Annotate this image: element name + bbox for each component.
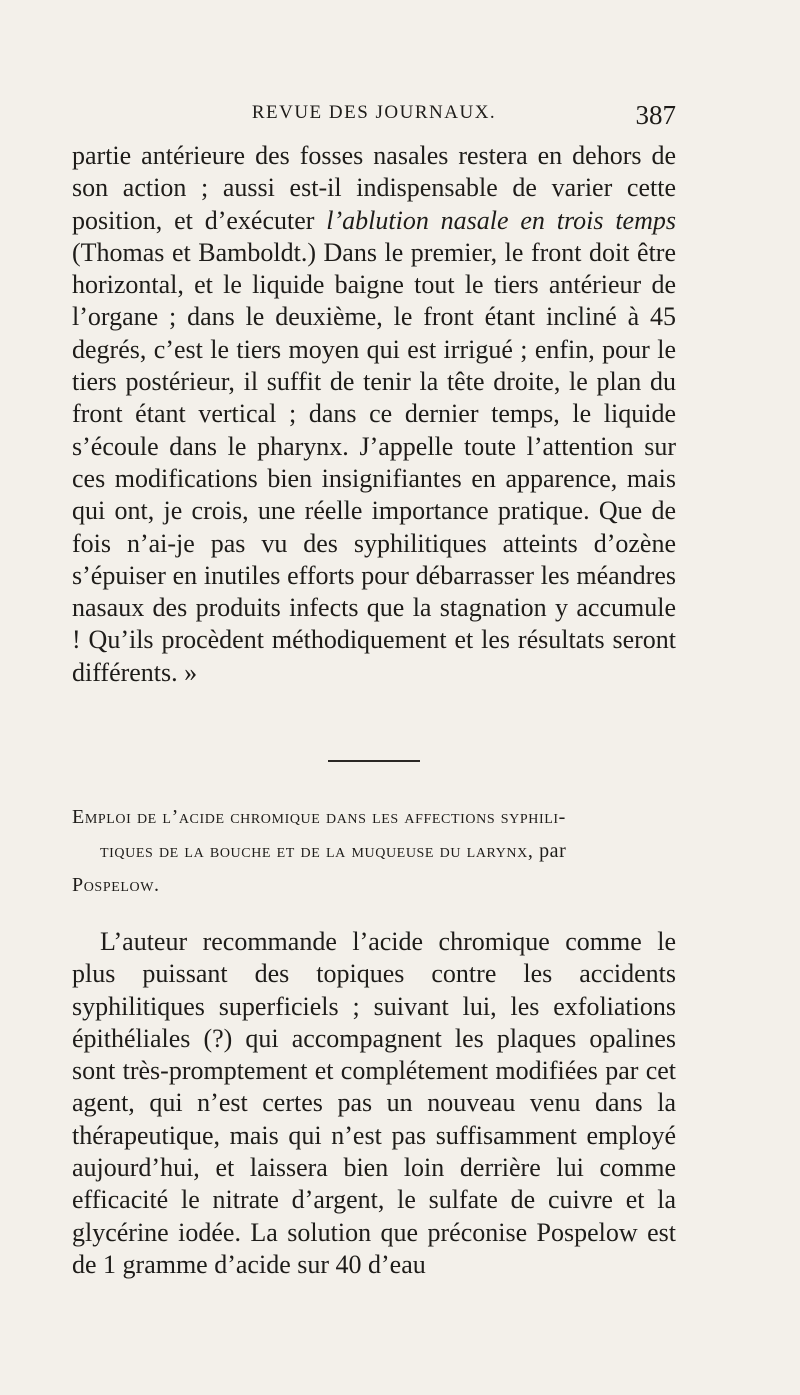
section-title-line1: Emploi de l’acide chromique dans les affections syphili- — [72, 806, 566, 828]
section-title — [72, 800, 676, 902]
paragraph-article — [72, 926, 676, 1281]
italic-term: l’ablution nasale en trois temps — [326, 205, 676, 235]
section-author: Pospelow. — [72, 874, 160, 896]
section-divider — [328, 760, 420, 762]
page-header — [72, 100, 676, 134]
section-title-par: par — [539, 840, 567, 862]
paragraph-text: (Thomas et Bamboldt.) Dans le premier, le front doit être horizontal, et le liquide baigne tout le tiers antérieur de l’organe ; dans le deuxième, le front étant incliné à 45 degrés, c’est le tiers moyen qui est irrigué ; enfin, pour le tiers postérieur, il suffit de tenir la tête droite, le plan du front étant vertical ; dans ce dernier temps, le liquide s’écoule dans le pharynx. J’appelle toute l’attention sur ces modifications bien insignifiantes en apparence, mais qui ont, je crois, une réelle importance pratique. Que de fois n’ai-je pas vu des syphilitiques atteints d’ozène s’épuiser en inutiles efforts pour débarrasser les méandres nasaux des produits infects que la stagnation y accumule ! Qu’ils procèdent méthodiquement et les résultats seront différents. » — [72, 237, 676, 687]
paragraph-continuation — [72, 140, 676, 689]
section-title-line2: tiques de la bouche et de la muqueuse du larynx, — [100, 840, 534, 862]
paragraph-text: partie antérieure des fosses nasales restera en dehors de son action ; aussi est-il indispensable de varier cette position, et d’exécuter — [72, 141, 676, 235]
running-title: REVUE DES JOURNAUX. — [251, 102, 497, 123]
paragraph-text: L’auteur recommande l’acide chromique comme le plus puissant des topiques contre les accidents syphilitiques superficiels ; suivant lui, les exfoliations épithéliales (?) qui accompagnent les plaques opalines sont très-promptement et complétement modifiées par cet agent, qui n’est certes pas un nouveau venu dans la thérapeutique, mais qui n’est pas suffisamment employé aujourd’hui, et laissera bien loin derrière lui comme efficacité le nitrate d’argent, le sulfate de cuivre et la glycérine iodée. La solution que préconise Pospelow est de 1 gramme d’acide sur 40 d’eau — [72, 927, 676, 1279]
page-number: 387 — [635, 100, 676, 130]
